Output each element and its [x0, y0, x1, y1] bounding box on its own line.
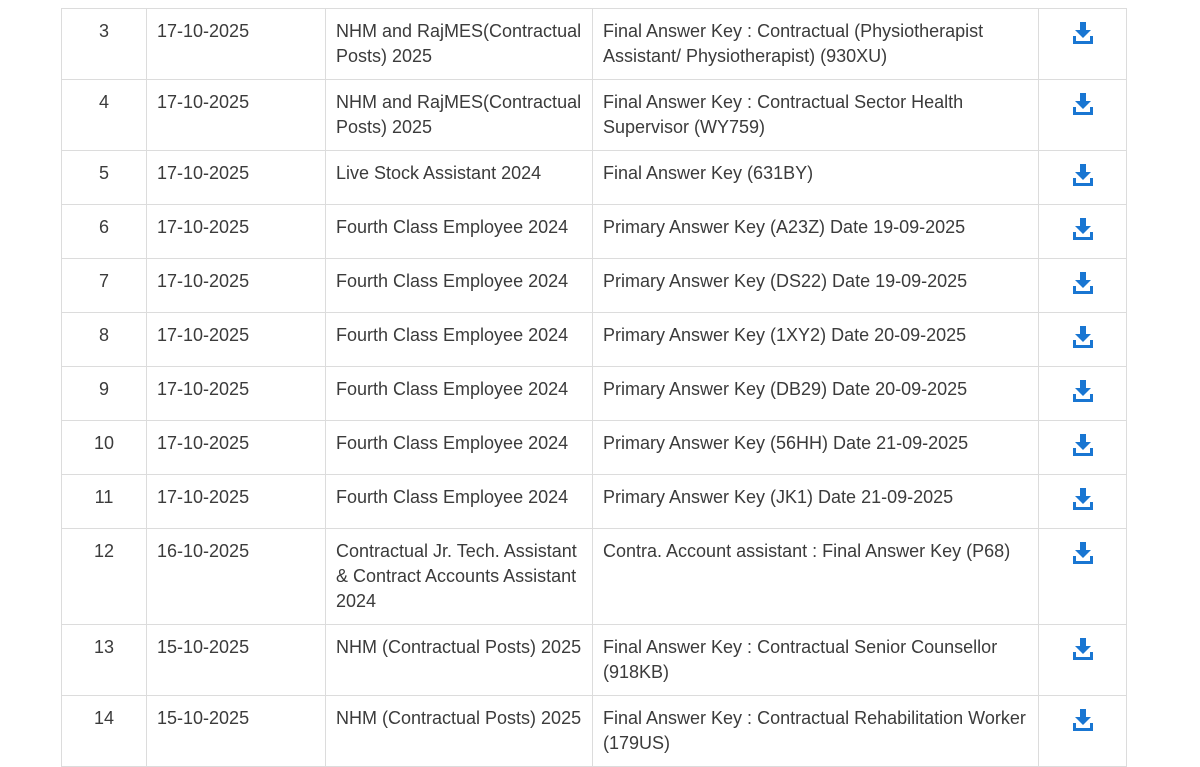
serial-number-cell	[62, 475, 147, 529]
serial-number-cell	[62, 80, 147, 151]
description: Primary Answer Key (DS22) Date 19-09-2025	[603, 271, 968, 291]
description-cell	[593, 625, 1039, 696]
exam-name: Fourth Class Employee 2024	[336, 325, 569, 345]
date-cell	[147, 205, 326, 259]
exam-name-cell	[326, 421, 593, 475]
table-row	[62, 421, 1127, 475]
serial-number: 9	[98, 379, 109, 399]
description: Primary Answer Key (JK1) Date 21-09-2025	[603, 487, 954, 507]
serial-number: 13	[93, 637, 115, 657]
download-icon[interactable]	[1072, 217, 1094, 241]
description-cell	[593, 313, 1039, 367]
table-row	[62, 205, 1127, 259]
download-icon[interactable]	[1072, 379, 1094, 403]
serial-number-cell	[62, 205, 147, 259]
download-cell	[1039, 367, 1127, 421]
description-cell	[593, 696, 1039, 767]
description: Final Answer Key : Contractual Senior Counsellor (918KB)	[603, 637, 998, 682]
exam-name: NHM (Contractual Posts) 2025	[336, 708, 582, 728]
exam-name-cell	[326, 367, 593, 421]
date-cell	[147, 367, 326, 421]
serial-number: 8	[98, 325, 109, 345]
download-icon[interactable]	[1072, 433, 1094, 457]
download-icon[interactable]	[1072, 163, 1094, 187]
exam-name-cell	[326, 80, 593, 151]
description-cell	[593, 205, 1039, 259]
description: Primary Answer Key (56HH) Date 21-09-2025	[603, 433, 969, 453]
exam-name-cell	[326, 151, 593, 205]
exam-name-cell	[326, 696, 593, 767]
answer-key-table-container	[61, 8, 1126, 767]
serial-number: 3	[98, 21, 109, 41]
download-cell	[1039, 625, 1127, 696]
serial-number-cell	[62, 625, 147, 696]
date: 17-10-2025	[157, 379, 250, 399]
date: 15-10-2025	[157, 708, 250, 728]
date: 17-10-2025	[157, 163, 250, 183]
download-icon[interactable]	[1072, 487, 1094, 511]
description-cell	[593, 475, 1039, 529]
exam-name-cell	[326, 9, 593, 80]
exam-name-cell	[326, 205, 593, 259]
exam-name: NHM and RajMES(Contractual Posts) 2025	[336, 92, 582, 137]
download-cell	[1039, 151, 1127, 205]
serial-number-cell	[62, 421, 147, 475]
date: 17-10-2025	[157, 21, 250, 41]
description-cell	[593, 9, 1039, 80]
download-cell	[1039, 259, 1127, 313]
serial-number: 14	[93, 708, 115, 728]
exam-name: Fourth Class Employee 2024	[336, 217, 569, 237]
exam-name: Fourth Class Employee 2024	[336, 487, 569, 507]
description: Final Answer Key (631BY)	[603, 163, 814, 183]
download-cell	[1039, 205, 1127, 259]
table-row	[62, 151, 1127, 205]
exam-name: NHM (Contractual Posts) 2025	[336, 637, 582, 657]
download-icon[interactable]	[1072, 637, 1094, 661]
description: Final Answer Key : Contractual (Physiotherapist Assistant/ Physiotherapist) (930XU)	[603, 21, 984, 66]
exam-name: Contractual Jr. Tech. Assistant & Contract Accounts Assistant 2024	[336, 541, 577, 611]
exam-name: Fourth Class Employee 2024	[336, 271, 569, 291]
exam-name-cell	[326, 529, 593, 625]
exam-name: Fourth Class Employee 2024	[336, 379, 569, 399]
download-icon[interactable]	[1072, 325, 1094, 349]
serial-number: 7	[98, 271, 109, 291]
download-icon[interactable]	[1072, 541, 1094, 565]
serial-number-cell	[62, 151, 147, 205]
download-icon[interactable]	[1072, 92, 1094, 116]
download-cell	[1039, 313, 1127, 367]
date-cell	[147, 9, 326, 80]
download-cell	[1039, 529, 1127, 625]
date: 17-10-2025	[157, 92, 250, 112]
serial-number: 6	[98, 217, 109, 237]
exam-name: Live Stock Assistant 2024	[336, 163, 542, 183]
serial-number-cell	[62, 367, 147, 421]
table-row	[62, 529, 1127, 625]
description: Primary Answer Key (1XY2) Date 20-09-2025	[603, 325, 967, 345]
answer-key-table	[61, 8, 1127, 767]
table-row	[62, 475, 1127, 529]
download-icon[interactable]	[1072, 708, 1094, 732]
answer-key-table-body	[62, 9, 1127, 767]
serial-number: 5	[98, 163, 109, 183]
exam-name-cell	[326, 313, 593, 367]
date: 15-10-2025	[157, 637, 250, 657]
download-cell	[1039, 696, 1127, 767]
date-cell	[147, 529, 326, 625]
serial-number: 11	[94, 487, 114, 507]
table-row	[62, 625, 1127, 696]
description-cell	[593, 421, 1039, 475]
table-row	[62, 313, 1127, 367]
date: 17-10-2025	[157, 325, 250, 345]
description: Primary Answer Key (A23Z) Date 19-09-2025	[603, 217, 966, 237]
description: Primary Answer Key (DB29) Date 20-09-2025	[603, 379, 968, 399]
date-cell	[147, 625, 326, 696]
table-row	[62, 80, 1127, 151]
date-cell	[147, 313, 326, 367]
serial-number: 4	[98, 92, 109, 112]
table-row	[62, 367, 1127, 421]
download-cell	[1039, 80, 1127, 151]
table-row	[62, 9, 1127, 80]
description-cell	[593, 529, 1039, 625]
date-cell	[147, 151, 326, 205]
download-cell	[1039, 475, 1127, 529]
serial-number-cell	[62, 9, 147, 80]
description: Contra. Account assistant : Final Answer Key (P68)	[603, 541, 1011, 561]
table-row	[62, 696, 1127, 767]
description: Final Answer Key : Contractual Sector Health Supervisor (WY759)	[603, 92, 964, 137]
exam-name-cell	[326, 625, 593, 696]
date-cell	[147, 475, 326, 529]
table-row	[62, 259, 1127, 313]
serial-number-cell	[62, 313, 147, 367]
description-cell	[593, 259, 1039, 313]
date-cell	[147, 259, 326, 313]
description: Final Answer Key : Contractual Rehabilitation Worker (179US)	[603, 708, 1026, 753]
date: 17-10-2025	[157, 487, 250, 507]
exam-name-cell	[326, 475, 593, 529]
date: 17-10-2025	[157, 271, 250, 291]
exam-name-cell	[326, 259, 593, 313]
download-icon[interactable]	[1072, 271, 1094, 295]
download-icon[interactable]	[1072, 21, 1094, 45]
date: 17-10-2025	[157, 433, 250, 453]
exam-name: Fourth Class Employee 2024	[336, 433, 569, 453]
date-cell	[147, 696, 326, 767]
serial-number-cell	[62, 696, 147, 767]
serial-number: 12	[93, 541, 115, 561]
description-cell	[593, 151, 1039, 205]
description-cell	[593, 80, 1039, 151]
serial-number: 10	[93, 433, 115, 453]
download-cell	[1039, 421, 1127, 475]
date-cell	[147, 80, 326, 151]
serial-number-cell	[62, 259, 147, 313]
date: 16-10-2025	[157, 541, 250, 561]
download-cell	[1039, 9, 1127, 80]
date: 17-10-2025	[157, 217, 250, 237]
exam-name: NHM and RajMES(Contractual Posts) 2025	[336, 21, 582, 66]
date-cell	[147, 421, 326, 475]
serial-number-cell	[62, 529, 147, 625]
description-cell	[593, 367, 1039, 421]
